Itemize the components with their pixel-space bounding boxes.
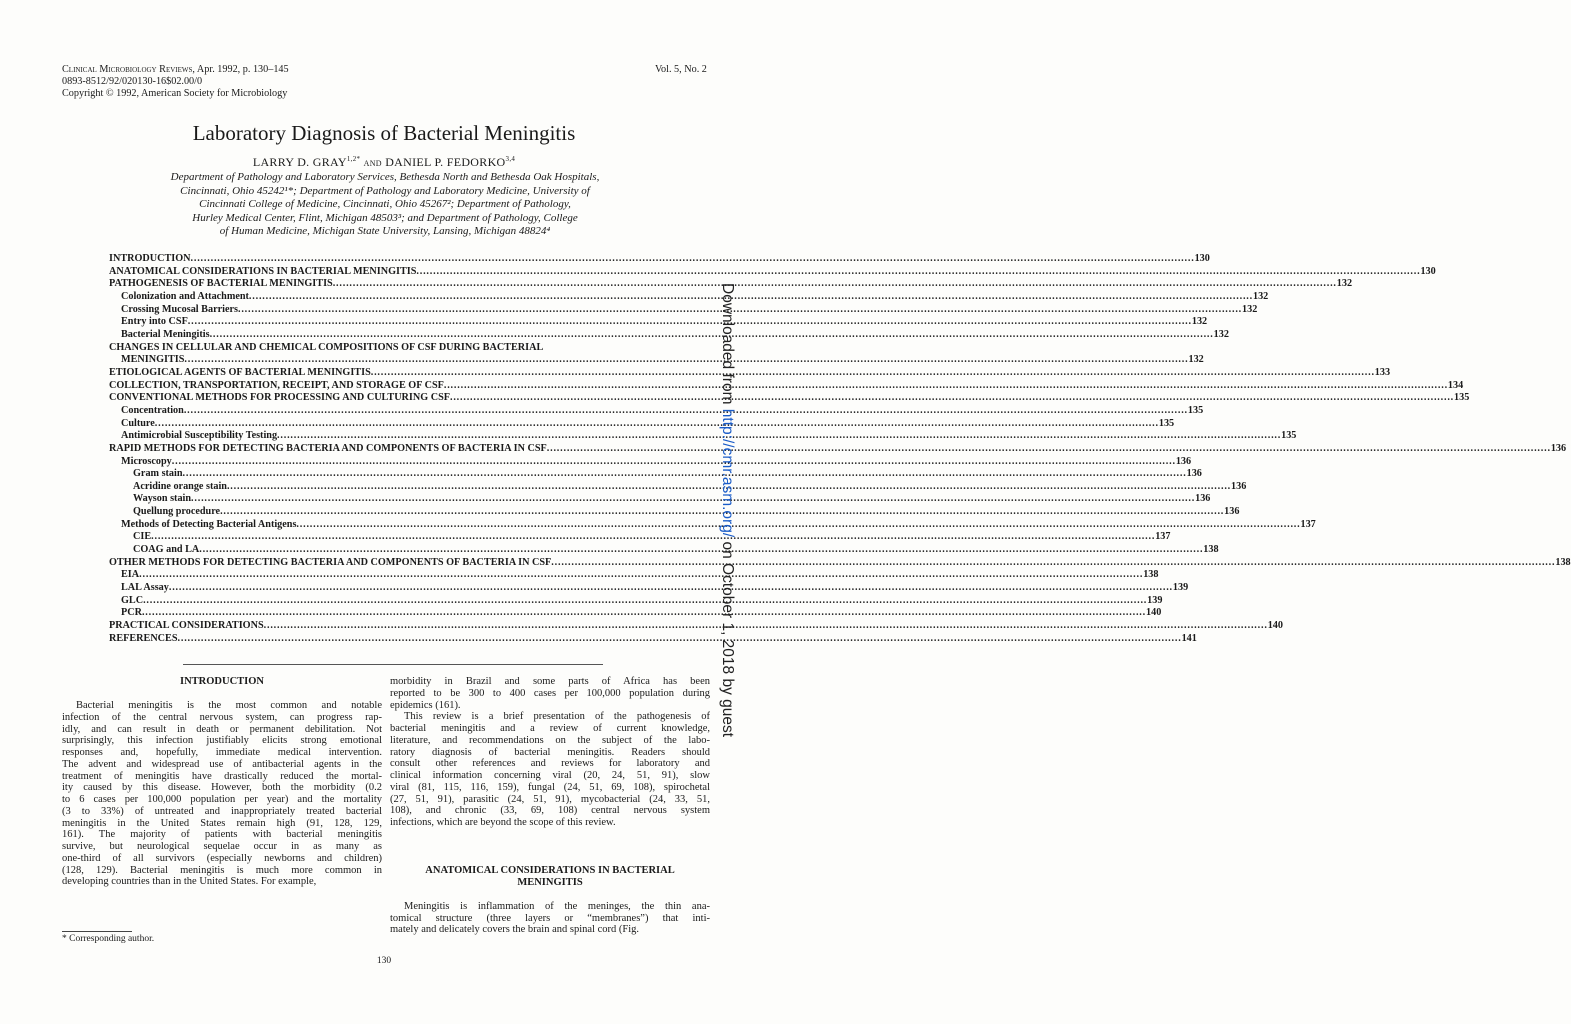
toc-entry-title: Gram stain [133, 468, 183, 480]
toc-leader-dots: ............................................................................................................................................................................................................................................................................................................ [220, 506, 1225, 518]
toc-entry-page: 136 [1175, 455, 1192, 467]
toc-entry-page: 132 [1213, 328, 1229, 340]
toc-entry-page: 135 [1454, 392, 1470, 404]
toc-entry-title: Microscopy [121, 455, 172, 467]
toc-leader-dots: ............................................................................................................................................................................................................................................................................................................ [168, 582, 1173, 594]
download-notice [718, 283, 736, 737]
text-line: reported to be 300 to 400 cases per 100,000 population during [390, 687, 710, 699]
author-conjunction: and [363, 155, 382, 169]
toc-entry-title: ETIOLOGICAL AGENTS OF BACTERIAL MENINGITIS [109, 366, 371, 378]
toc-entry [109, 480, 1247, 494]
text-line: meningitis in the United States remain high (91, 128, 129, [62, 817, 382, 829]
text-line: idly, and can result in death or permanent debilitation. Not [62, 723, 382, 735]
toc-leader-dots: ............................................................................................................................................................................................................................................................................................................ [191, 493, 1196, 505]
text-line: survive, but neurological sequelae occur in as many as [62, 841, 382, 852]
section-heading-introduction: INTRODUCTION [179, 676, 264, 687]
toc-entry [109, 506, 1240, 519]
text-line: treatment of meningitis have drastically reduced the mortal- [62, 770, 382, 782]
toc-entry-title: Concentration [121, 404, 184, 416]
author-affiliation-sup: 1,2 [346, 155, 357, 163]
toc-entry-page: 135 [1281, 430, 1297, 442]
toc-entry [109, 316, 1208, 329]
text-line: 108), and chronic (33, 69, 108) central nervous system [390, 805, 710, 817]
author-affiliation-sup: 3,4 [505, 155, 516, 163]
affiliations [130, 171, 640, 239]
text-line: morbidity in Brazil and some parts of Africa has been [390, 676, 710, 687]
toc-entry [109, 620, 1283, 633]
toc-entry-title: COLLECTION, TRANSPORTATION, RECEIPT, AND STORAGE OF CSF [109, 379, 444, 391]
toc-entry [109, 404, 1204, 418]
toc-leader-dots: ............................................................................................................................................................................................................................................................................................................ [209, 328, 1214, 340]
toc-entry-title: COAG and LA [133, 544, 200, 556]
text-line: surprisingly, this infection justifiably elicits strong emotional [62, 735, 382, 747]
toc-entry-page: 132 [1242, 303, 1258, 315]
section-heading-anatomical: ANATOMICAL CONSIDERATIONS IN BACTERIAL [425, 864, 675, 876]
toc-entry-page: 132 [1191, 316, 1208, 328]
toc-entry-page: 134 [1447, 379, 1464, 391]
toc-leader-dots: ............................................................................................................................................................................................................................................................................................................ [226, 480, 1232, 492]
toc-entry-page: 137 [1300, 518, 1316, 530]
toc-entry-page: 139 [1172, 582, 1189, 594]
author-name: DANIEL P. FEDORKO [385, 155, 506, 169]
paragraph [390, 901, 710, 936]
toc-leader-dots: ............................................................................................................................................................................................................................................................................................................ [184, 354, 1189, 366]
toc-leader-dots: ............................................................................................................................................................................................................................................................................................................ [546, 442, 1551, 454]
toc-entry-page: 141 [1181, 632, 1197, 644]
text-line: viral (81, 115, 116, 159), fungal (24, 51, 69, 108), spirochetal [390, 781, 710, 793]
toc-divider [183, 664, 603, 665]
text-line: responses and, hopefully, immediate medical intervention. [62, 747, 382, 758]
paragraph [62, 700, 382, 888]
toc-leader-dots: ............................................................................................................................................................................................................................................................................................................ [171, 455, 1176, 467]
toc-leader-dots: ............................................................................................................................................................................................................................................................................................................ [199, 544, 1204, 556]
toc-entry-title: Colonization and Attachment [121, 290, 249, 302]
toc-entry-title: Acridine orange stain [133, 480, 227, 492]
toc-entry-title: MENINGITIS [121, 354, 185, 366]
toc-leader-dots: ............................................................................................................................................................................................................................................................................................................ [332, 278, 1337, 290]
toc-entry-page: 136 [1550, 442, 1567, 454]
toc-entry [109, 531, 1171, 544]
toc-entry-title: CIE [133, 531, 152, 543]
toc-entry-title: Quellung procedure [133, 506, 221, 518]
text-line: This review is a brief presentation of the pathogenesis of [404, 711, 710, 723]
toc-leader-dots: ............................................................................................................................................................................................................................................................................................................ [443, 379, 1448, 391]
toc-entry-page: 130 [1420, 265, 1436, 277]
text-line: one-third of all survivors (especially newborns and children) [62, 852, 382, 864]
article-title: Laboratory Diagnosis of Bacterial Meningitis [192, 121, 576, 145]
toc-entry-title: Bacterial Meningitis [121, 328, 210, 340]
toc-entry-title: PATHOGENESIS OF BACTERIAL MENINGITIS [109, 278, 333, 290]
toc-entry-title: OTHER METHODS FOR DETECTING BACTERIA AND COMPONENTS OF BACTERIA IN CSF [109, 556, 552, 568]
toc-entry [109, 468, 1202, 481]
text-line: ity caused by this disease. However, both the morbidity (0.2 [62, 782, 382, 794]
text-line: clinical information concerning viral (20, 24, 51, 91), slow [390, 770, 710, 781]
toc-entry [109, 379, 1464, 393]
toc-entry [109, 253, 1210, 266]
toc-entry-page: 139 [1147, 594, 1163, 606]
toc-entry [109, 417, 1175, 431]
toc-entry-page: 138 [1555, 556, 1571, 568]
toc-entry-page: 137 [1155, 531, 1171, 543]
toc-entry-title: INTRODUCTION [109, 253, 191, 264]
toc-entry [109, 290, 1269, 304]
toc-entry-title: CHANGES IN CELLULAR AND CHEMICAL COMPOSITIONS OF CSF DURING BACTERIAL [109, 341, 544, 353]
text-line: epidemics (161). [390, 699, 461, 711]
toc-entry [109, 607, 1162, 620]
left-column [62, 676, 382, 888]
text-line: tomical structure (three layers or “membranes”) that inti- [390, 912, 710, 924]
toc-entry [109, 569, 1159, 582]
toc-leader-dots: ............................................................................................................................................................................................................................................................................................................ [151, 531, 1156, 543]
toc-entry-title: EIA [121, 569, 140, 581]
text-line: ratory diagnosis of bacterial meningitis. Readers should [390, 746, 710, 758]
toc-entry [109, 392, 1470, 405]
toc-entry-page: 133 [1374, 366, 1391, 378]
toc-entry-page: 132 [1252, 290, 1269, 302]
toc-entry-page: 136 [1231, 480, 1247, 492]
toc-entry [109, 594, 1163, 608]
toc-entry [109, 455, 1192, 469]
text-line: consult other references and reviews for laboratory and [390, 758, 710, 770]
affiliation-line: of Human Medicine, Michigan State University, Lansing, Michigan 48824⁴ [219, 225, 551, 238]
affiliation-line: Cincinnati College of Medicine, Cincinnati, Ohio 45267²; Department of Pathology, [199, 198, 571, 211]
toc-entry-page: 140 [1267, 620, 1283, 632]
text-line: The advent and widespread use of antibacterial agents in the [62, 758, 382, 770]
toc-entry-page: 138 [1143, 569, 1159, 581]
toc-entry-page: 135 [1158, 417, 1175, 429]
text-line: mately and delicately covers the brain and spinal cord (Fig. [390, 924, 640, 936]
affiliation-line: Hurley Medical Center, Flint, Michigan 48503³; and Department of Pathology, College [192, 211, 578, 224]
text-line: (27, 51, 91), parasitic (24, 51, 91), mycobacterial (24, 33, 51, [390, 793, 710, 805]
toc-entry-title: RAPID METHODS FOR DETECTING BACTERIA AND COMPONENTS OF BACTERIA IN CSF [109, 442, 547, 454]
issn-line: 0893-8512/92/020130-16$02.00/0 [62, 76, 203, 87]
download-link[interactable]: http://cmr.asm.org/ [719, 408, 736, 538]
toc-leader-dots: ............................................................................................................................................................................................................................................................................................................ [449, 392, 1455, 404]
toc-leader-dots: ............................................................................................................................................................................................................................................................................................................ [190, 253, 1195, 264]
toc-entry-title: Methods of Detecting Bacterial Antigens [121, 518, 297, 530]
toc-entry-title: Antimicrobial Susceptibility Testing [121, 430, 278, 442]
text-line: infection of the central nervous system, can progress rap- [62, 711, 382, 723]
toc-entry-page: 138 [1203, 544, 1219, 556]
volume-issue: Vol. 5, No. 2 [655, 64, 707, 75]
toc-entry-title: PRACTICAL CONSIDERATIONS [109, 620, 264, 632]
toc-leader-dots: ............................................................................................................................................................................................................................................................................................................ [154, 417, 1159, 429]
text-line: bacterial meningitis and a review of current knowledge, [390, 723, 710, 734]
toc-entry-title: GLC [121, 594, 144, 606]
toc-leader-dots: ............................................................................................................................................................................................................................................................................................................ [143, 594, 1148, 606]
toc-entry [109, 278, 1353, 291]
toc-entry-title: Entry into CSF [121, 316, 188, 328]
toc-entry-page: 132 [1336, 278, 1353, 290]
toc-entry-title: CONVENTIONAL METHODS FOR PROCESSING AND CULTURING CSF [109, 392, 450, 404]
right-column [390, 676, 710, 936]
toc-leader-dots: ............................................................................................................................................................................................................................................................................................................ [177, 632, 1182, 644]
citation-details: , Apr. 1992, p. 130–145 [192, 64, 289, 75]
toc-entry-page: 130 [1194, 253, 1210, 264]
toc-leader-dots: ............................................................................................................................................................................................................................................................................................................ [237, 303, 1243, 315]
toc-entry [109, 430, 1297, 443]
toc-leader-dots: ............................................................................................................................................................................................................................................................................................................ [277, 430, 1282, 442]
author-line [0, 152, 768, 170]
download-suffix: on October 1, 2018 by guest [719, 537, 736, 738]
corresponding-mark: * [356, 155, 361, 163]
toc-entry [109, 442, 1567, 456]
toc-entry [109, 354, 1204, 367]
affiliation-line: Cincinnati, Ohio 45242¹*; Department of Pathology and Laboratory Medicine, University of [180, 184, 590, 197]
journal-name: Clinical Microbiology Reviews [62, 64, 193, 75]
toc-entry [109, 265, 1436, 279]
footnote: * Corresponding author. [62, 934, 155, 944]
paragraph [390, 711, 710, 829]
toc-entry-title: PCR [121, 607, 142, 619]
toc-entry [109, 544, 1219, 557]
toc-entry [109, 632, 1197, 646]
toc-entry-page: 140 [1146, 607, 1162, 619]
toc-leader-dots: ............................................................................................................................................................................................................................................................................................................ [416, 265, 1421, 277]
copyright-line: Copyright © 1992, American Society for Microbiology [62, 88, 288, 99]
footnote-divider [62, 931, 132, 932]
toc-entry-title: Wayson stain [133, 493, 192, 505]
toc-leader-dots: ............................................................................................................................................................................................................................................................................................................ [296, 518, 1301, 530]
text-line: developing countries than in the United States. For example, [62, 876, 317, 888]
section-spacer [390, 829, 710, 865]
toc-entry [109, 342, 672, 355]
toc-entry-title: REFERENCES [109, 632, 178, 644]
toc-leader-dots: ............................................................................................................................................................................................................................................................................................................ [183, 404, 1188, 416]
toc-leader-dots: ............................................................................................................................................................................................................................................................................................................ [248, 290, 1253, 302]
toc-leader-dots: ............................................................................................................................................................................................................................................................................................................ [263, 620, 1268, 632]
text-line: literature, and recommendations on the subject of the labo- [390, 734, 710, 746]
text-line: Meningitis is inflammation of the meninges, the thin ana- [404, 900, 710, 912]
toc-leader-dots: ............................................................................................................................................................................................................................................................................................................ [182, 468, 1187, 480]
download-prefix: Downloaded from [719, 283, 736, 409]
text-line: (3 to 33%) of untreated and inappropriately treated bacterial [62, 805, 382, 817]
toc-entry-title: Culture [121, 417, 155, 429]
text-line: (128, 129). Bacterial meningitis is much more common in [62, 864, 382, 876]
toc-entry-title: LAL Assay [121, 582, 169, 594]
author-name: LARRY D. GRAY [252, 155, 347, 169]
toc-entry [109, 493, 1211, 506]
toc-entry [109, 582, 1189, 595]
section-heading-anatomical-cont: MENINGITIS [517, 876, 583, 888]
text-line: to 6 cases per 100,000 population per year) and the mortality [62, 794, 382, 805]
toc-entry-page: 136 [1195, 493, 1211, 505]
toc-entry-page: 132 [1188, 354, 1204, 366]
toc-entry [109, 328, 1229, 342]
toc-entry [109, 556, 1571, 570]
page-number: 130 [376, 956, 392, 966]
text-line: 161). The majority of patients with bacterial meningitis [62, 829, 382, 841]
toc-entry-page: 136 [1186, 468, 1202, 480]
toc-entry-page: 136 [1224, 506, 1240, 518]
toc-leader-dots: ............................................................................................................................................................................................................................................................................................................ [139, 569, 1144, 581]
toc-leader-dots: ............................................................................................................................................................................................................................................................................................................ [141, 607, 1146, 619]
toc-leader-dots: ............................................................................................................................................................................................................................................................................................................ [551, 556, 1556, 568]
toc-leader-dots: ............................................................................................................................................................................................................................................................................................................ [187, 316, 1192, 328]
toc-entry-title: Crossing Mucosal Barriers [121, 303, 238, 315]
toc-leader-dots: ............................................................................................................................................................................................................................................................................................................ [370, 366, 1375, 378]
journal-citation [62, 64, 289, 77]
toc-entry-title: ANATOMICAL CONSIDERATIONS IN BACTERIAL MENINGITIS [109, 265, 417, 277]
toc-entry [109, 303, 1258, 317]
toc-entry [109, 518, 1316, 532]
text-line: infections, which are beyond the scope of this review. [390, 817, 616, 828]
paragraph [390, 676, 710, 711]
text-line: Bacterial meningitis is the most common and notable [76, 700, 382, 711]
toc-entry [109, 366, 1391, 380]
affiliation-line: Department of Pathology and Laboratory Services, Bethesda North and Bethesda Oak Hospitals, [170, 171, 600, 183]
toc-entry-page: 135 [1187, 404, 1204, 416]
